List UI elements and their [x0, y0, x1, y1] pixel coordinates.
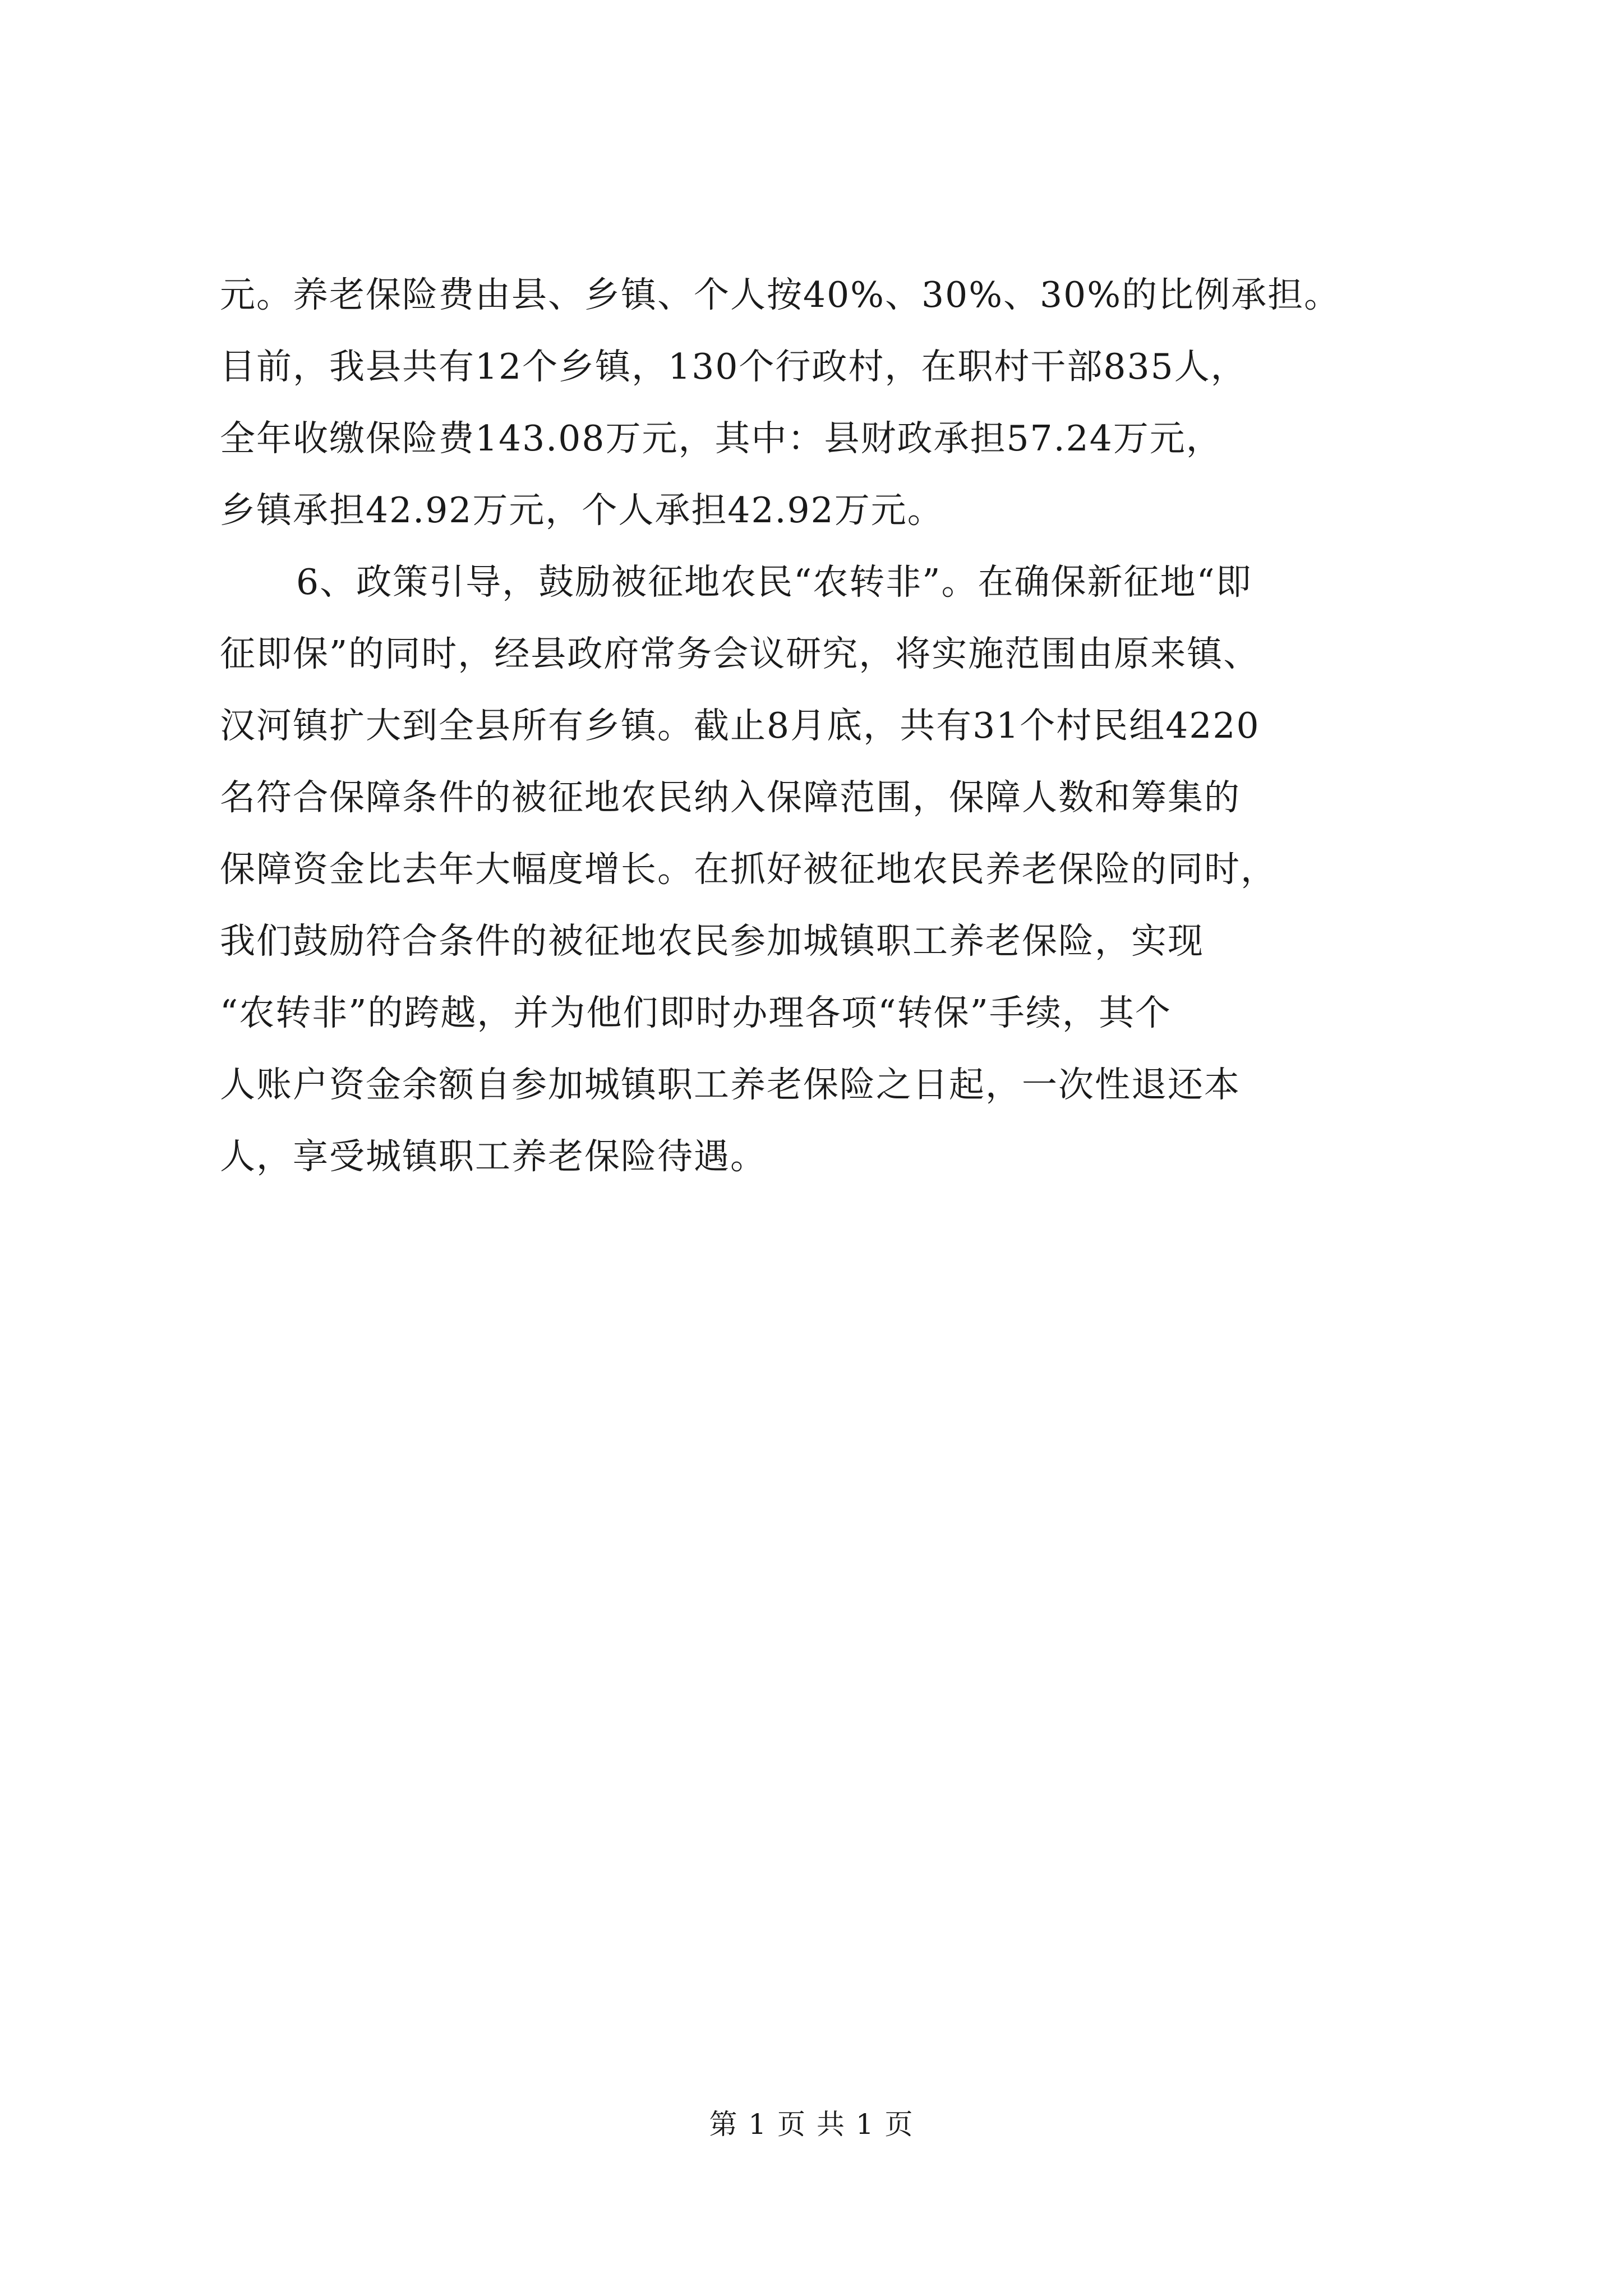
paragraph-line: 元。养老保险费由县、乡镇、个人按40%、30%、30%的比例承担。	[220, 274, 1341, 315]
paragraph-line: 全年收缴保险费143.08万元，其中：县财政承担57.24万元，	[220, 418, 1223, 459]
paragraph-line: “农转非”的跨越，并为他们即时办理各项“转保”手续，其个	[220, 992, 1172, 1033]
paragraph-line: 名符合保障条件的被征地农民纳入保障范围，保障人数和筹集的	[220, 777, 1241, 818]
paragraph-line: 6、政策引导，鼓励被征地农民“农转非”。在确保新征地“即	[296, 562, 1252, 602]
paragraph-line: 人，享受城镇职工养老保险待遇。	[220, 1136, 767, 1177]
paragraph-line: 目前，我县共有12个乡镇，130个行政村，在职村干部835人，	[220, 346, 1247, 387]
document-body	[220, 259, 1409, 1193]
paragraph-line: 保障资金比去年大幅度增长。在抓好被征地农民养老保险的同时，	[220, 849, 1277, 890]
paragraph-line: 汉河镇扩大到全县所有乡镇。截止8月底，共有31个村民组4220	[220, 705, 1260, 746]
paragraph-line: 征即保”的同时，经县政府常务会议研究，将实施范围由原来镇、	[220, 633, 1260, 674]
paragraph-line: 我们鼓励符合条件的被征地农民参加城镇职工养老保险，实现	[220, 921, 1204, 961]
page-footer: 第 1 页 共 1 页	[709, 2108, 914, 2141]
paragraph-line: 人账户资金余额自参加城镇职工养老保险之日起，一次性退还本	[220, 1064, 1241, 1105]
paragraph-line: 乡镇承担42.92万元，个人承担42.92万元。	[220, 490, 944, 531]
